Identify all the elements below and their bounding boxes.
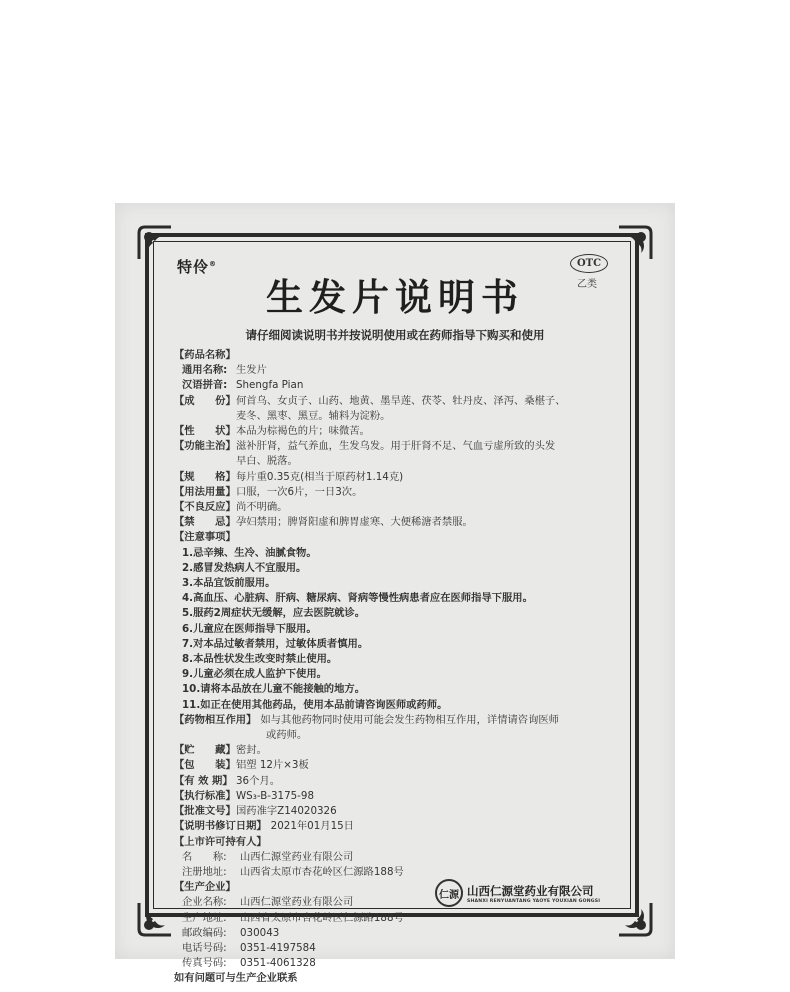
company-name-en: SHANXI RENYUANTANG YAOYE YOUXIAN GONGSI	[467, 898, 601, 904]
holder-row: 名 称: 山西仁源堂药业有限公司	[182, 850, 354, 863]
validity-row: 【有 效 期】 36个月。	[174, 774, 280, 787]
standard-row: 【执行标准】 WS₃-B-3175-98	[174, 789, 314, 802]
contraindications-row: 【禁 忌】 孕妇禁用；脾肾阳虚和脾胃虚寒、大便稀溏者禁服。	[174, 516, 473, 529]
section-holder: 【上市许可持有人】	[174, 835, 267, 848]
interactions-row: 【药物相互作用】 如与其他药物同时使用可能会发生药物相互作用，详情请咨询医师	[174, 713, 559, 726]
indications-row: 【功能主治】 滋补肝肾，益气养血，生发乌发。用于肝肾不足、气血亏虚所致的头发	[174, 440, 556, 453]
pinyin-row: 汉语拼音: Shengfa Pian	[182, 379, 304, 392]
caution-item: 5.服药2周症状无缓解，应去医院就诊。	[182, 607, 365, 620]
section-cautions: 【注意事项】	[174, 531, 236, 544]
manufacturer-row: 邮政编码: 030043	[182, 926, 280, 939]
caution-item: 7.对本品过敏者禁用，过敏体质者慎用。	[182, 637, 369, 650]
caution-item: 9.儿童必须在成人监护下使用。	[182, 668, 327, 681]
company-logo	[435, 879, 600, 907]
holder-row: 注册地址: 山西省太原市杏花岭区仁源路188号	[182, 865, 404, 878]
approval-row: 【批准文号】 国药准字Z14020326	[174, 805, 337, 818]
ingredients-line2: 麦冬、黑枣、黑豆。辅料为淀粉。	[236, 409, 391, 422]
caution-item: 3.本品宜饭前服用。	[182, 577, 276, 590]
corner-ornament-icon	[135, 899, 175, 939]
company-name-cn: 山西仁源堂药业有限公司	[467, 883, 594, 898]
corner-ornament-icon	[135, 223, 175, 263]
specification-row: 【规 格】 每片重0.35克(相当于原药材1.14克)	[174, 470, 404, 483]
section-drug-name: 【药品名称】	[174, 349, 236, 361]
package-row: 【包 装】 铝塑 12片×3板	[174, 759, 309, 772]
manufacturer-row: 电话号码: 0351-4197584	[182, 941, 316, 954]
revision-row: 【说明书修订日期】 2021年01月15日	[174, 820, 354, 833]
instruction-leaflet	[115, 203, 675, 985]
caution-item: 10.请将本品放在儿童不能接触的地方。	[182, 683, 365, 696]
corner-ornament-icon	[615, 223, 655, 263]
caution-item: 8.本品性状发生改变时禁止使用。	[182, 653, 338, 666]
document-title: 生发片说明书	[266, 276, 524, 319]
otc-class-label: 乙类	[577, 279, 597, 290]
interactions-line2: 或药师。	[266, 729, 308, 742]
manufacturer-row: 生产地址: 山西省太原市杏花岭区仁源路188号	[182, 911, 404, 924]
generic-name-row: 通用名称: 生发片	[182, 364, 267, 377]
caution-item: 2.感冒发热病人不宜服用。	[182, 561, 307, 574]
company-seal-icon: 仁源	[435, 879, 463, 907]
properties-row: 【性 状】 本品为棕褐色的片；味微苦。	[174, 425, 370, 438]
brand-name: 特伶®	[177, 258, 218, 276]
adverse-row: 【不良反应】 尚不明确。	[174, 501, 288, 514]
caution-item: 4.高血压、心脏病、肝病、糖尿病、肾病等慢性病患者应在医师指导下服用。	[182, 592, 533, 605]
manufacturer-row: 传真号码: 0351-4061328	[182, 957, 316, 970]
document-subtitle: 请仔细阅读说明书并按说明使用或在药师指导下购买和使用	[245, 328, 545, 342]
caution-item: 6.儿童应在医师指导下服用。	[182, 622, 317, 635]
otc-badge: OTC	[570, 254, 608, 273]
ingredients-row: 【成 份】 何首乌、女贞子、山药、地黄、墨旱莲、茯苓、牡丹皮、泽泻、桑椹子、	[174, 394, 566, 407]
dosage-row: 【用法用量】 口服，一次6片，一日3次。	[174, 485, 363, 498]
indications-line2: 早白、脱落。	[236, 455, 298, 468]
storage-row: 【贮 藏】 密封。	[174, 744, 267, 757]
caution-item: 11.如正在使用其他药品，使用本品前请咨询医师或药师。	[182, 698, 448, 711]
caution-item: 1.忌辛辣、生冷、油腻食物。	[182, 546, 317, 559]
section-manufacturer: 【生产企业】	[174, 881, 236, 894]
contact-note: 如有问题可与生产企业联系	[174, 972, 298, 985]
manufacturer-row: 企业名称: 山西仁源堂药业有限公司	[182, 896, 354, 909]
